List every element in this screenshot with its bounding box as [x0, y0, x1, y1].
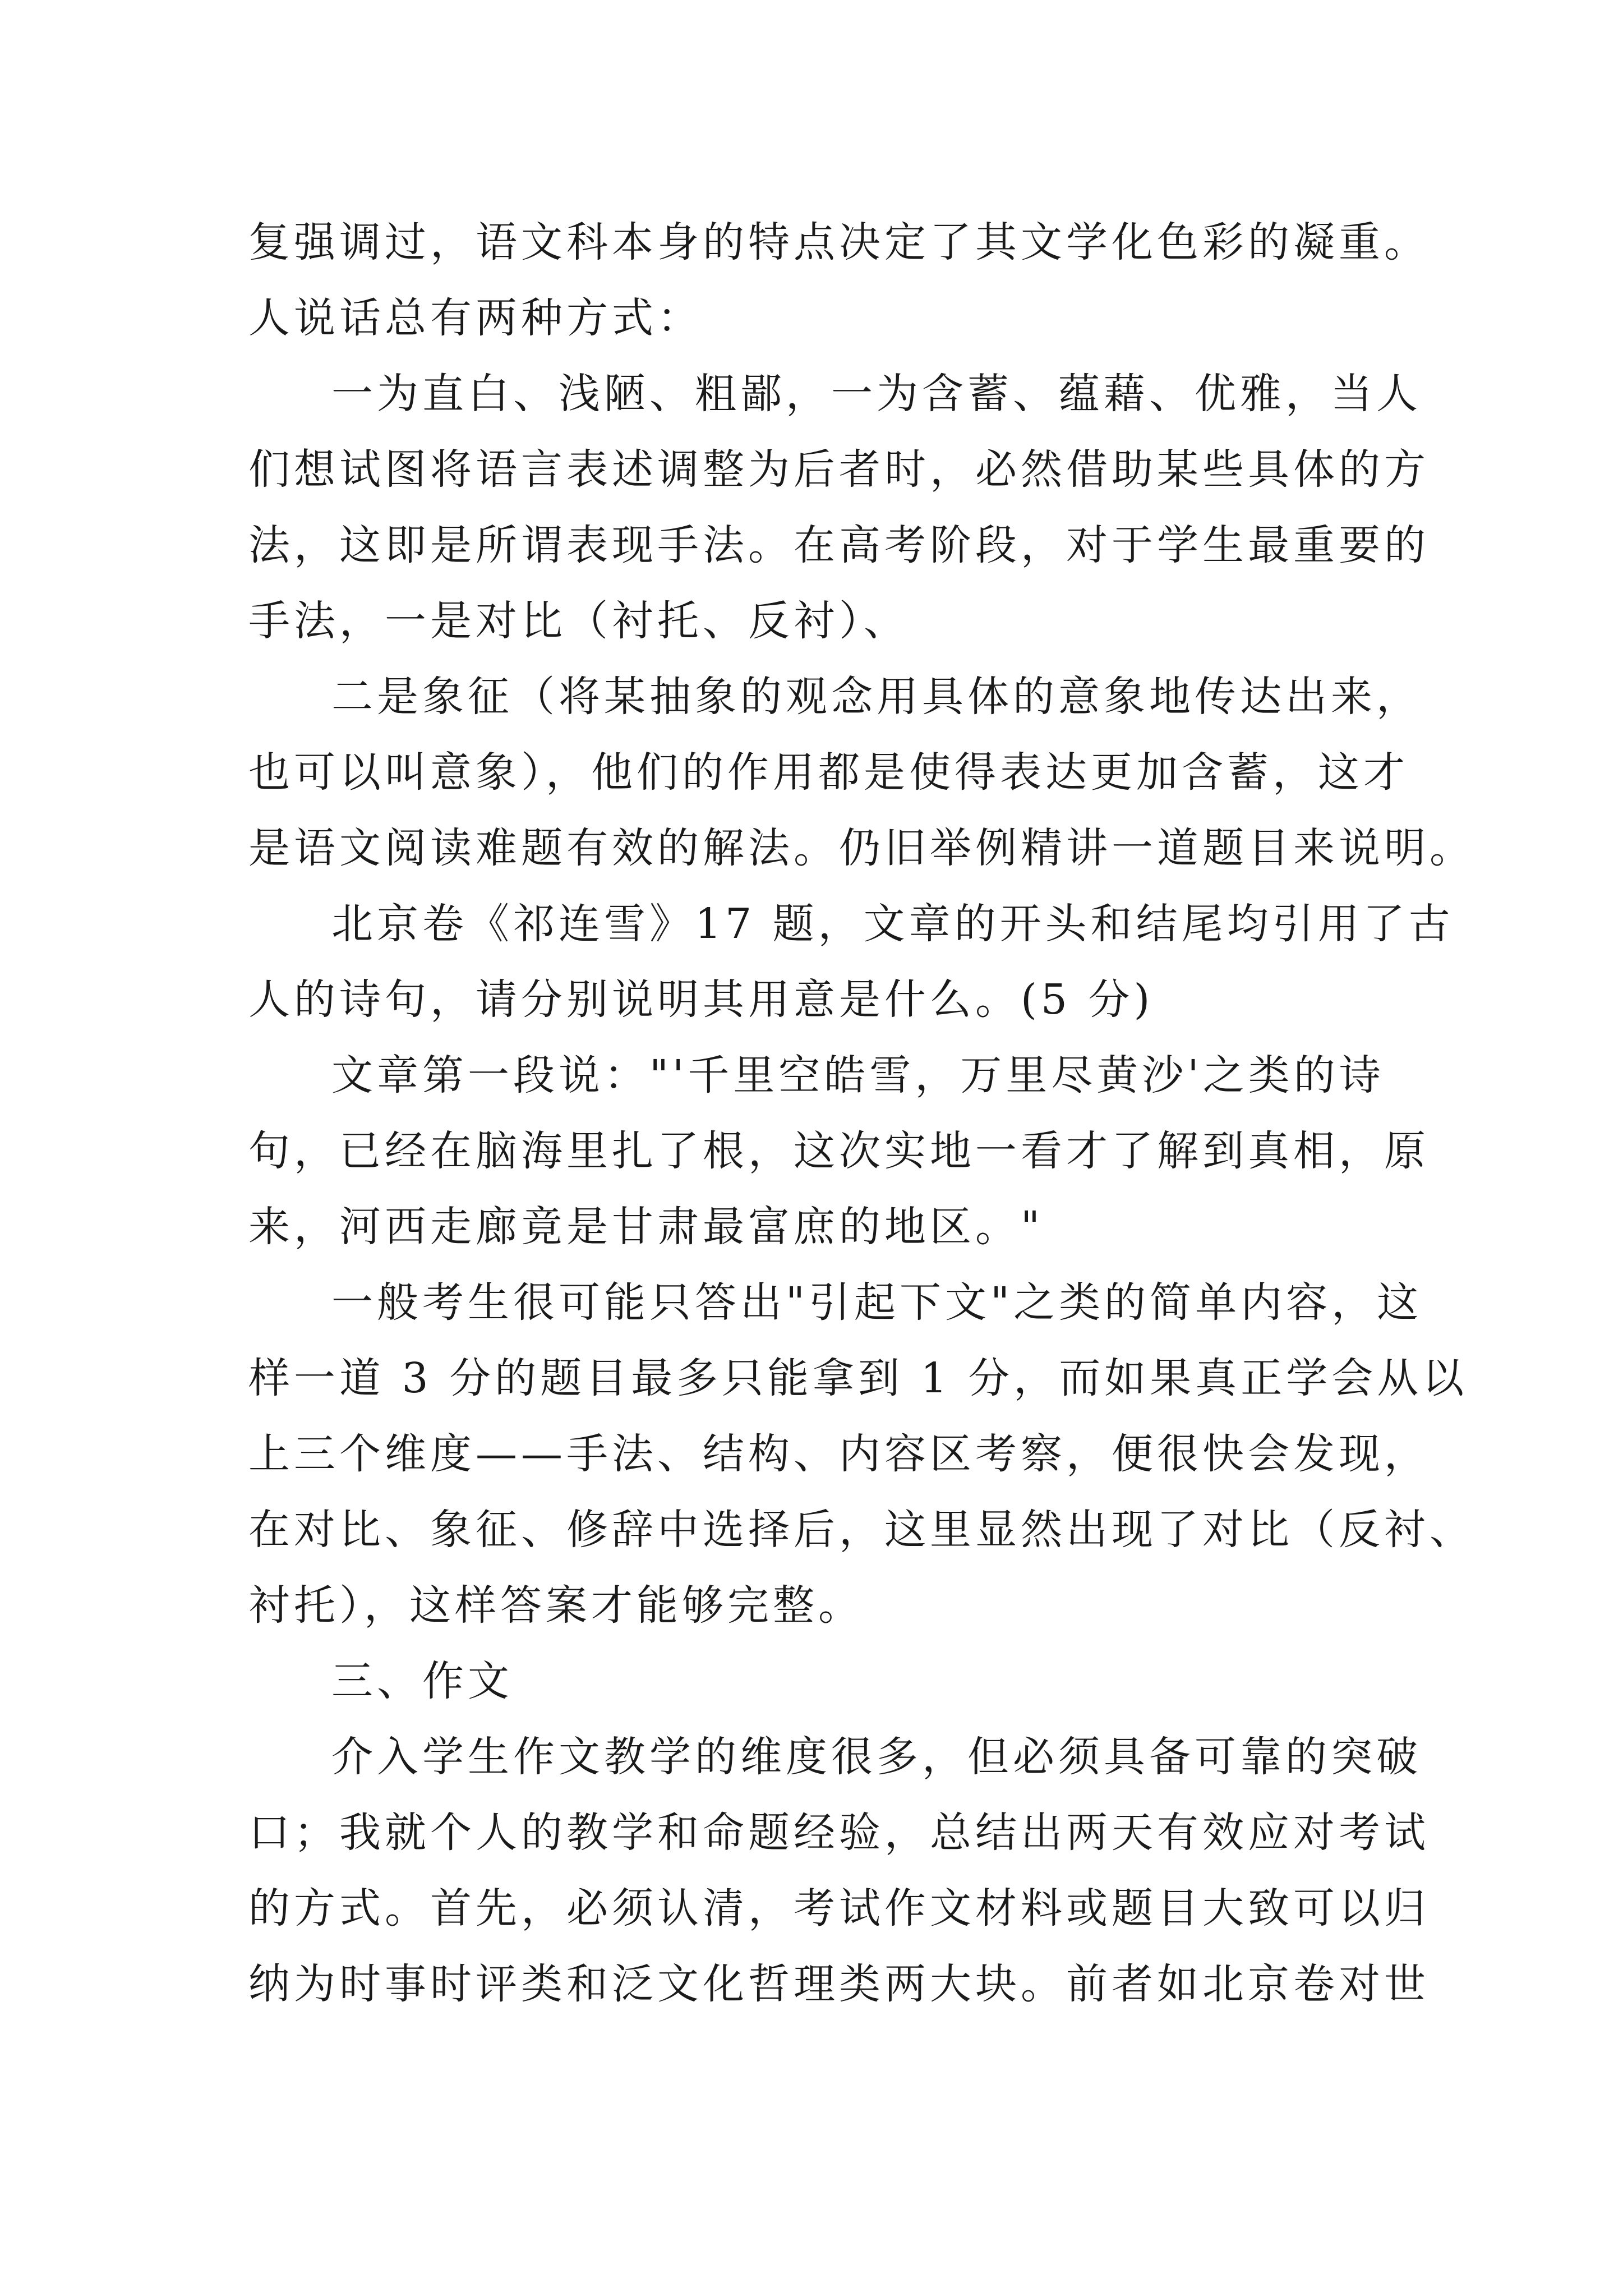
text-line: 一般考生很可能只答出"引起下文"之类的简单内容，这	[331, 1278, 1423, 1327]
text-line: 北京卷《祁连雪》17 题，文章的开头和结尾均引用了古	[331, 900, 1454, 948]
paragraph	[248, 1265, 1475, 1644]
text-line: 是语文阅读难题有效的解法。仍旧举例精讲一道题目来说明。	[248, 824, 1475, 872]
text-line: 们想试图将语言表述调整为后者时，必然借助某些具体的方	[248, 445, 1430, 494]
text-line: 二是象征（将某抽象的观念用具体的意象地传达出来，	[331, 673, 1422, 721]
text-line: 纳为时事时评类和泛文化哲理类两大块。前者如北京卷对世	[248, 1960, 1430, 2008]
text-line: 上三个维度——手法、结构、内容区考察，便很快会发现，	[248, 1430, 1430, 1478]
text-line: 的方式。首先，必须认清，考试作文材料或题目大致可以归	[248, 1884, 1430, 1932]
text-line: 样一道 3 分的题目最多只能拿到 1 分，而如果真正学会从以	[248, 1354, 1468, 1402]
section-heading	[248, 1644, 1378, 1719]
paragraph	[248, 659, 1475, 886]
text-line: 来，河西走廊竟是甘肃最富庶的地区。"	[248, 1203, 1044, 1251]
text-line: 口；我就个人的教学和命题经验，总结出两天有效应对考试	[248, 1809, 1430, 1857]
text-line: 三、作文	[331, 1657, 513, 1705]
paragraph	[248, 1038, 1430, 1265]
text-line: 法，这即是所谓表现手法。在高考阶段，对于学生最重要的	[248, 521, 1430, 569]
paragraph	[248, 1719, 1430, 2022]
paragraph	[248, 205, 1430, 356]
text-line: 一为直白、浅陋、粗鄙，一为含蓄、蕴藉、优雅，当人	[331, 370, 1422, 418]
text-line: 手法，一是对比（衬托、反衬）、	[248, 597, 909, 645]
text-line: 也可以叫意象），他们的作用都是使得表达更加含蓄，这才	[248, 748, 1409, 797]
text-line: 文章第一段说："'千里空皓雪，万里尽黄沙'之类的诗	[331, 1051, 1385, 1099]
text-line: 句，已经在脑海里扎了根，这次实地一看才了解到真相，原	[248, 1127, 1430, 1175]
text-line: 衬托），这样答案才能够完整。	[248, 1581, 864, 1630]
text-line: 人的诗句，请分别说明其用意是什么。(5 分)	[248, 976, 1154, 1024]
text-line: 介入学生作文教学的维度很多，但必须具备可靠的突破	[331, 1733, 1422, 1781]
text-line: 人说话总有两种方式：	[248, 294, 703, 342]
paragraph	[248, 886, 1454, 1038]
text-line: 在对比、象征、修辞中选择后，这里显然出现了对比（反衬、	[248, 1506, 1475, 1554]
text-line: 复强调过，语文科本身的特点决定了其文学化色彩的凝重。	[248, 218, 1430, 266]
body-text	[248, 205, 1475, 2022]
paragraph	[248, 356, 1430, 659]
